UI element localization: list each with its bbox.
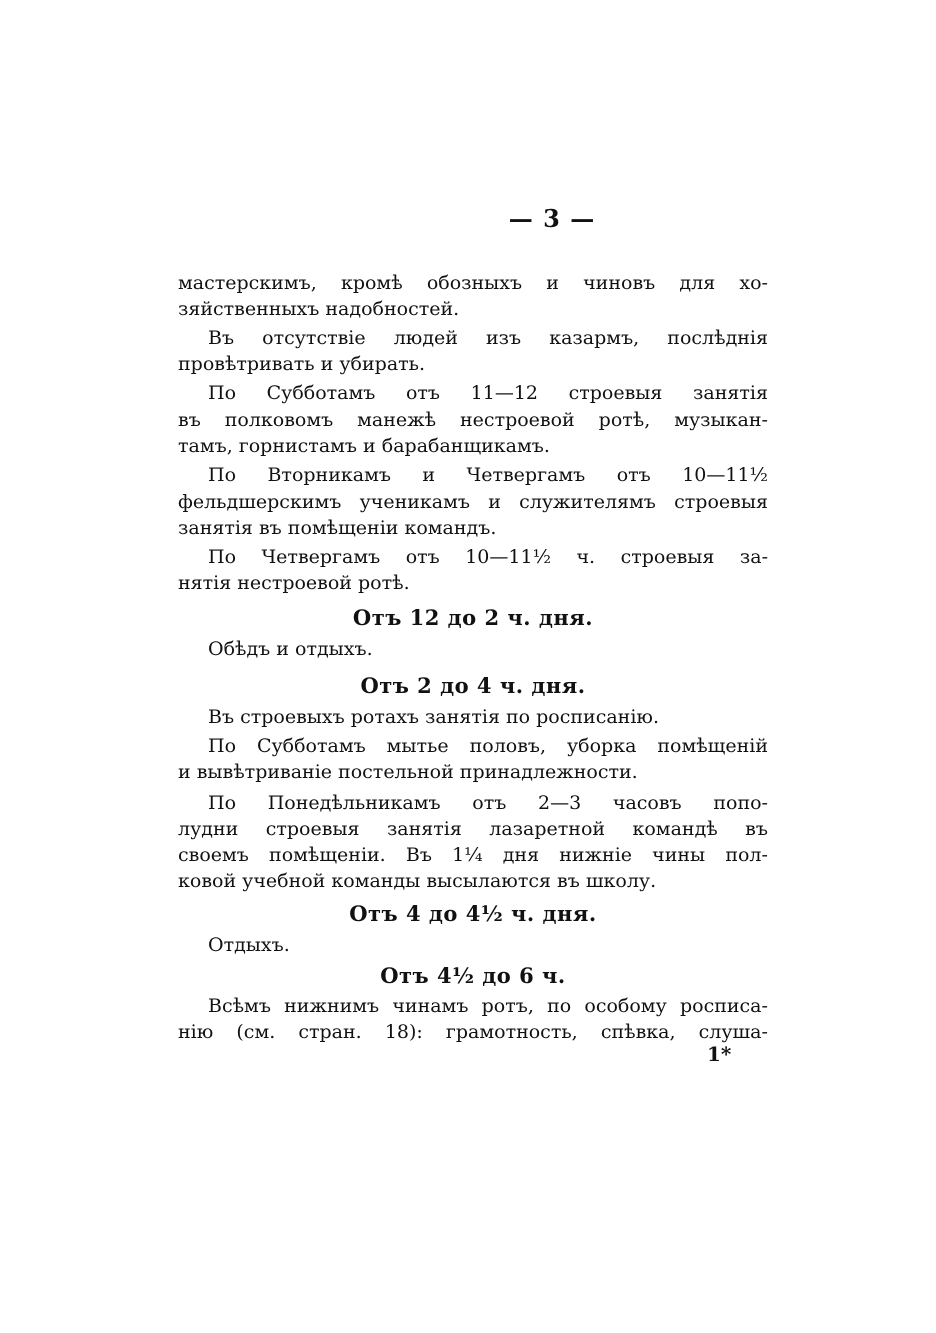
text-line <box>208 733 768 760</box>
text-line <box>208 462 768 489</box>
word: Всѣмъ <box>208 995 271 1017</box>
word: особому <box>584 995 667 1017</box>
word: По <box>208 792 237 814</box>
word: хо- <box>739 272 768 294</box>
word: росписа- <box>679 995 768 1017</box>
word: занятія <box>693 382 768 404</box>
word: ученикамъ <box>359 491 470 513</box>
text-line: ковой учебной команды высылаются въ школу. <box>178 870 657 892</box>
word: людей <box>393 327 458 349</box>
word: послѣднія <box>667 327 768 349</box>
text-line: Обѣдъ и отдыхъ. <box>208 638 373 660</box>
word: чинамъ <box>392 995 469 1017</box>
section-heading: Отъ 4½ до 6 ч. <box>380 963 566 988</box>
word: (см. <box>236 1021 276 1043</box>
text-line <box>208 325 768 352</box>
word: строевыя <box>620 546 715 568</box>
section-heading: Отъ 4 до 4½ ч. дня. <box>349 901 597 926</box>
word: 10—11½ <box>682 464 768 486</box>
word: обозныхъ <box>426 272 523 294</box>
signature-mark: 1* <box>707 1042 732 1066</box>
word: слуша- <box>698 1021 768 1043</box>
word: 18): <box>384 1021 423 1043</box>
word: спѣвка, <box>600 1021 676 1043</box>
text-line <box>178 1019 768 1046</box>
word: и <box>488 491 501 513</box>
text-line: и вывѣтриваніе постельной принадлежности. <box>178 761 638 783</box>
word: грамотность, <box>445 1021 578 1043</box>
word: музыкан- <box>674 409 768 431</box>
word: чиновъ <box>583 272 656 294</box>
word: 11—12 <box>470 382 538 404</box>
word: нію <box>178 1021 214 1043</box>
word: отъ <box>405 382 441 404</box>
word: отъ <box>472 792 507 814</box>
word: отъ <box>616 464 651 486</box>
word: ч. <box>576 546 596 568</box>
word: мытье <box>386 735 449 757</box>
word: командѣ <box>632 818 718 840</box>
word: нижніе <box>559 844 633 866</box>
text-line: Въ строевыхъ ротахъ занятія по росписанію. <box>208 706 659 728</box>
text-line: тамъ, горнистамъ и барабанщикамъ. <box>178 435 550 457</box>
word: Понедѣльникамъ <box>267 792 441 814</box>
word: мастерскимъ, <box>178 272 317 294</box>
text-line <box>208 544 768 571</box>
text-line <box>178 816 768 843</box>
text-line: Отдыхъ. <box>208 934 290 956</box>
word: Вторникамъ <box>267 464 391 486</box>
word: фельдшерскимъ <box>178 491 342 513</box>
word: По <box>208 735 237 757</box>
word: для <box>679 272 716 294</box>
word: строевыя <box>674 491 768 513</box>
word: пол- <box>725 844 768 866</box>
word: По <box>208 464 237 486</box>
page-number: — 3 — <box>508 204 596 233</box>
word: по <box>547 995 572 1017</box>
word: отсутствіе <box>262 327 366 349</box>
word: лудни <box>178 818 239 840</box>
word: кромѣ <box>340 272 403 294</box>
word: попо- <box>713 792 768 814</box>
word: изъ <box>486 327 522 349</box>
word: помѣщеніи. <box>269 844 386 866</box>
text-line <box>178 842 768 869</box>
word: строевыя <box>568 382 663 404</box>
word: ротѣ, <box>598 409 651 431</box>
word: нижнимъ <box>284 995 380 1017</box>
text-line <box>208 993 768 1020</box>
word: казармъ, <box>549 327 640 349</box>
text-line: нятія нестроевой ротѣ. <box>178 572 410 594</box>
word: манежѣ <box>357 409 437 431</box>
word: дня <box>502 844 540 866</box>
word: своемъ <box>178 844 249 866</box>
word: отъ <box>405 546 440 568</box>
text-line: провѣтривать и убирать. <box>178 353 426 375</box>
word: 10—11½ <box>465 546 551 568</box>
text-line: занятія въ помѣщеніи командъ. <box>178 517 497 539</box>
text-line <box>178 489 768 516</box>
word: часовъ <box>612 792 682 814</box>
word: Въ <box>208 327 235 349</box>
word: служителямъ <box>519 491 656 513</box>
text-line: зяйственныхъ надобностей. <box>178 298 460 320</box>
word: помѣщеній <box>657 735 768 757</box>
word: 1¼ <box>452 844 483 866</box>
text-line <box>178 270 768 297</box>
word: половъ, <box>469 735 547 757</box>
word: 2—3 <box>538 792 582 814</box>
word: Четвергамъ <box>261 546 381 568</box>
text-line <box>178 407 768 434</box>
word: чины <box>652 844 706 866</box>
text-line <box>208 380 768 407</box>
word: занятія <box>386 818 462 840</box>
word: уборка <box>566 735 637 757</box>
word: строевыя <box>265 818 360 840</box>
word: ротъ, <box>481 995 534 1017</box>
word: Субботамъ <box>266 382 376 404</box>
word: нестроевой <box>460 409 575 431</box>
word: Въ <box>405 844 432 866</box>
word: Четвергамъ <box>466 464 586 486</box>
word: въ <box>178 409 201 431</box>
word: и <box>422 464 436 486</box>
word: полковомъ <box>224 409 334 431</box>
word: По <box>208 546 237 568</box>
word: Субботамъ <box>256 735 366 757</box>
text-line <box>208 790 768 817</box>
section-heading: Отъ 12 до 2 ч. дня. <box>352 605 594 630</box>
word: стран. <box>298 1021 362 1043</box>
word: за- <box>739 546 768 568</box>
word: По <box>208 382 237 404</box>
word: и <box>546 272 559 294</box>
word: лазаретной <box>489 818 606 840</box>
word: въ <box>745 818 768 840</box>
section-heading: Отъ 2 до 4 ч. дня. <box>360 673 586 698</box>
